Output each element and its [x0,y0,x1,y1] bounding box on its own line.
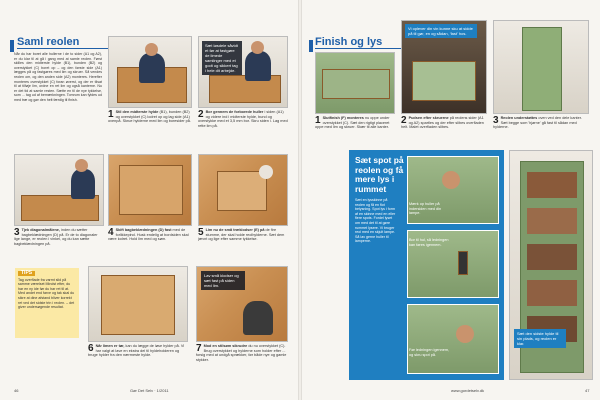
step-5-photo [198,154,288,226]
tool [243,301,273,335]
person [71,169,95,199]
section-marker [309,40,313,52]
photo-callout: Sæt løsdele såvidt et før at fastgøre de limede samlinger med et godt og sikkert tag i hele dit arbejde. [202,41,242,75]
person [245,51,271,81]
finish-photo-2 [401,20,487,114]
finish-photo-1 [315,52,395,114]
glue-bottle [259,165,273,179]
step-2: 2 Bor gennem de forborede huller i siden (A1) og videre ind i midterste hylde, bund og overstykke med et 3,5 mm bor. Skru siden i. Lag med rette lim på. [198,110,288,128]
sidebar-callout-1: Mærk op huller på indersiden med din lampe. [409,202,442,216]
board [101,275,175,335]
board [217,171,267,211]
intro-text: Når du har boret alle hullerne i de to sider (A1 og A2), er du klar til at gå i gang med at samle reolen. Først skilles den midterste hylde (B1), bunden (B2) og overstykket (C) boret op – og den første side (A1) lægges på og fastgøres med lim og skruer. Så vendes reolen om, og den anden side (A2) monteres. Herefter monteres overstykket (C) foran øverst, og der er tilsat til at tilføje lim, ordne en ret lim og også kanterne. Nu er det tid at samle resten. Sætte en til de nye tykkelse, som ... tag ud af bemærkningen. Tomrum kan fyldes ud med træ og gør den helt færdig til finish. [14,52,102,102]
page-number-left: 46 [14,388,19,393]
person-head [145,43,158,56]
person-head [251,41,264,54]
finish-photo-3 [493,20,589,114]
tip-text: Tag overflade fra varmt slid på samme værelset Mindst efter, du har en ny ide før du har ret til at. Med andet end farve og tak skal du sikre at dine afstand bliver korrekt ret ved det sidste trin i reolen. – det giver undersøgende resultat. [18,277,75,310]
step-7: 7 Mod en stilsøm sikrudre du nu overstykket (C). Brug overstykket og hylderne som holder efter ... forsig med at undgå sprækker, før både nye og gamle stykker. [196,344,287,362]
page-title-left: Saml reolen [17,36,109,49]
person [139,53,165,83]
tip-box [15,268,79,338]
books-row [527,280,577,306]
section-marker [10,40,14,52]
folio-text-right: www.gordetselv.dk [451,388,485,393]
step-6: 6 Når limen er tør, kan du lægge de løse hylder på. Vi har valgt at lave en ekstra del til hyldeholderen og bruge hylder fra den nærmeste hylde. [88,344,185,358]
step-1: 1 Stil den midterste hylde (B1), bunden (B2) og overstykket (C) lodret op og lag side (A1) ovenpå. Skrue hylderne med lim og boresider på. [108,110,191,124]
drill [458,251,468,275]
finished-shelf-photo [509,150,593,380]
step-6-photo [88,266,188,342]
lighting-sidebar [349,150,504,380]
sidebar-title: Sæt spot på reolen og få mere lys i rummet [355,155,404,194]
left-page [0,0,299,400]
step-4-photo [108,154,192,226]
board [322,69,390,99]
page-title-right: Finish og lys [315,36,422,49]
step-7-photo [196,266,288,342]
finish-step-2: 2 Pudsen efter skruerne på reolens sider (A1 og A2) spartles og der efter slibes overfladen helt. Malet overfladen slibes. [401,116,484,130]
board [412,61,476,101]
shelf-unit [522,27,562,111]
sidebar-photo-3 [407,304,499,374]
step-3-photo [14,154,104,226]
sidebar-callout-2: Bor til hul, så ledningen kan føres igennem. [409,238,449,247]
sidebar-callout-3: Før ledningen igennem, og skru spot på. [409,348,450,357]
right-page [301,0,600,400]
hand [442,171,460,189]
hand [456,325,474,343]
books-row [527,208,577,234]
tip-label: TIPS [18,271,35,276]
sidebar-text: Sæt en lysskinne på reolen og få en flot belysning. Spot lys i form af en skinne med en eller flere spots. Fordel lyset om med det til at gøre rummet lysere. Vi bruger reol med en skjult lampe. Så lav gerne huller til lamperne. [355,198,396,244]
step-5: 5 Lim nu de små træklodser (E) på de fire stumme, der skal holde reolhylderne. Sæt dem jævnt og lige efter samme tykkelse. [198,228,285,242]
step-2-photo [198,36,288,108]
step-1-photo [108,36,192,108]
board [119,165,183,215]
person-head [75,159,88,172]
finish-step-3: 3 Reolen understøttes oven ved den dele kanter. Sæt begge som 'hjørne' gå fast til sådan med hylderne. [493,116,582,130]
step-3: 3 Tjek diagonalmålene, inden du sætter bagbeklædningen (D) på. Er de to diagonaler lige lange, er reolen i vinkel, og du kan sætte bagbeklædningen på. [14,228,98,246]
photo-caption: Sæt den sidste hylde til sin plads, og reolen er klar. [514,329,566,348]
page-number-right: 47 [585,388,590,393]
step-4: 4 Skift bagbeklædningen (D) fast med de forlikkepind. Husk endelig at bordsiden skal være lodret. Hold lim med og søm. [108,228,189,242]
books-row [527,244,577,270]
finish-step-1: 1 Slutfinish (F) monteres nu oppe under overstykket (C). Sæt den rigtigt placeret oppe med lim og skruer. Skær til alle kanter. [315,116,390,130]
photo-callout: Lav små klodser og sæt fast på siden med lim. [201,271,245,290]
books-row [527,172,577,198]
photo-callout: Vi oplever din vin kunne sku at sidde på til gør, en og sådan, 'fast' hos. [405,24,477,38]
folio-text-left: Gør Det Selv · 1/2011 [130,388,169,393]
